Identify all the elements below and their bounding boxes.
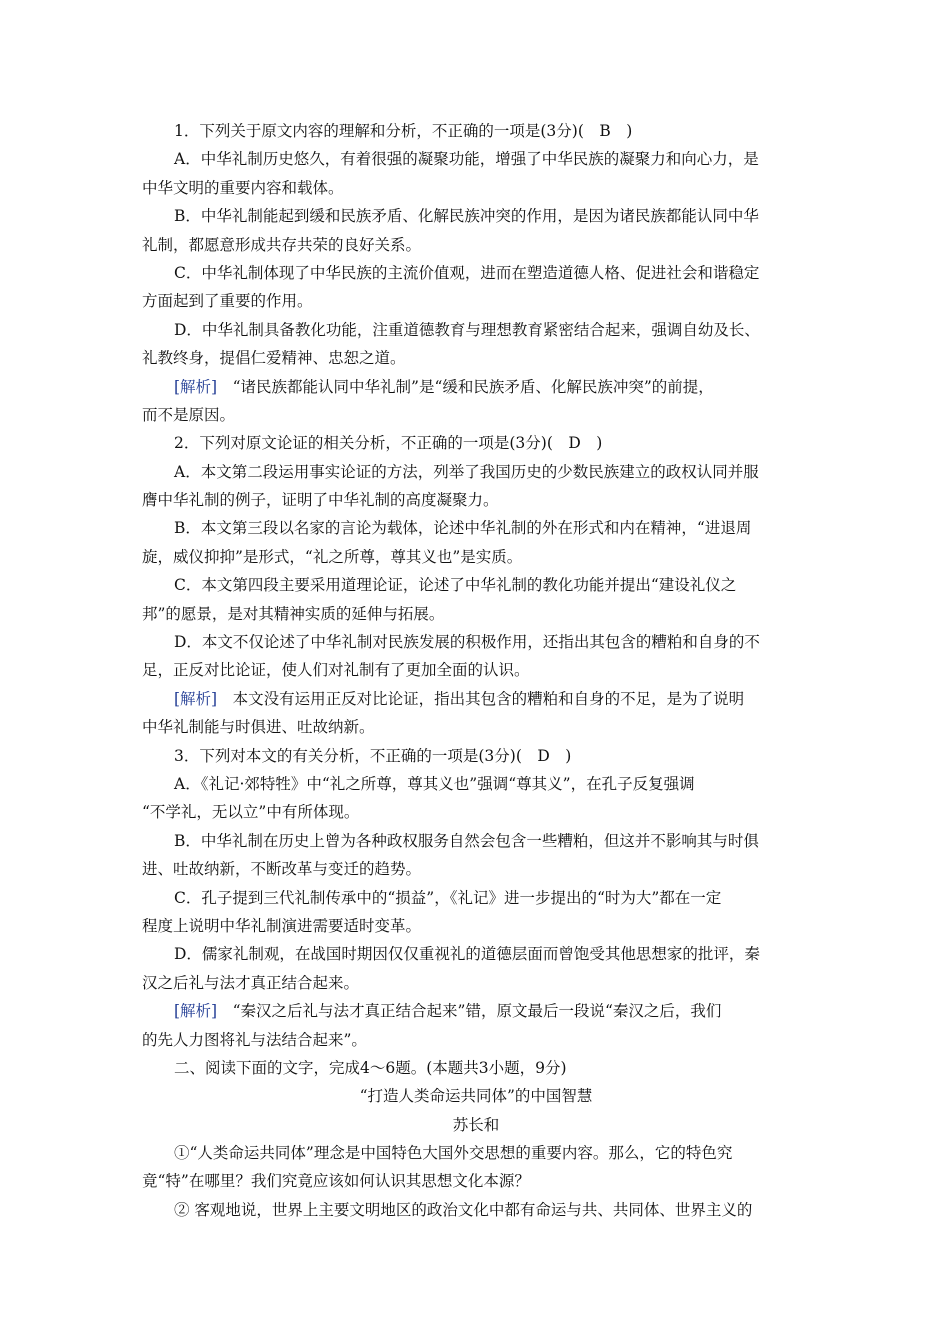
q3-option-b: B．中华礼制在历史上曾为各种政权服务自然会包含一些糟粕，但这并不影响其与时俱 [174,831,759,850]
q2-option-c: C．本文第四段主要采用道理论证，论述了中华礼制的教化功能并提出“建设礼仪之 [174,576,737,595]
q3-option-a: A．《礼记·郊特牲》中“礼之所尊，尊其义也”强调“尊其义”，在孔子反复强调 [174,774,695,793]
q3-option-a-cont: “不学礼，无以立”中有所体现。 [142,803,360,822]
q2-explanation-text: 本文没有运用正反对比论证，指出其包含的糟粕和自身的不足，是为了说明 [217,689,745,708]
q2-explanation [142,685,810,713]
q2-option-c-cont: 邦”的愿景，是对其精神实质的延伸与拓展。 [142,604,445,623]
q3-explanation-cont: 的先人力图将礼与法结合起来”。 [142,1030,367,1049]
q1-option-c-cont: 方面起到了重要的作用。 [142,292,313,311]
q3-explanation-text: “秦汉之后礼与法才真正结合起来”错，原文最后一段说“秦汉之后，我们 [217,1002,722,1021]
analysis-tag: [解析] [174,377,218,396]
q2-option-a: A．本文第二段运用事实论证的方法，列举了我国历史的少数民族建立的政权认同并服 [174,462,759,481]
q3-option-c-cont: 程度上说明中华礼制演进需要适时变革。 [142,916,422,935]
q2-option-d: D．本文不仅论述了中华礼制对民族发展的积极作用，还指出其包含的糟粕和自身的不 [174,633,760,652]
q1-option-d: D．中华礼制具备教化功能，注重道德教育与理想教育紧密结合起来，强调自幼及长、 [174,320,760,339]
q2-option-b-cont: 旋，威仪抑抑”是形式，“礼之所尊，尊其义也”是实质。 [142,547,523,566]
q1-option-b: B．中华礼制能起到缓和民族矛盾、化解民族冲突的作用，是因为诸民族都能认同中华 [174,207,759,226]
paragraph-2: ② 客观地说，世界上主要文明地区的政治文化中都有命运与共、共同体、世界主义的 [174,1200,753,1219]
q3-option-c: C．孔子提到三代礼制传承中的“损益”，《礼记》进一步提出的“时为大”都在一定 [174,888,722,907]
analysis-tag: [解析] [174,1002,218,1021]
question-1-stem: 1．下列关于原文内容的理解和分析，不正确的一项是(3分)( B ) [174,122,633,140]
q3-option-b-cont: 进、吐故纳新，不断改革与变迁的趋势。 [142,860,422,879]
q3-option-d-cont: 汉之后礼与法才真正结合起来。 [142,973,360,992]
q1-option-c: C．中华礼制体现了中华民族的主流价值观，进而在塑造道德人格、促进社会和谐稳定 [174,263,760,282]
q1-explanation-text: “诸民族都能认同中华礼制”是“缓和民族矛盾、化解民族冲突”的前提， [217,377,714,396]
q1-option-a-cont: 中华文明的重要内容和载体。 [142,178,344,197]
q1-option-d-cont: 礼教终身，提倡仁爱精神、忠恕之道。 [142,349,406,368]
paragraph-1-cont: 竟“特”在哪里？我们究竟应该如何认识其思想文化本源？ [142,1172,530,1191]
q3-option-d: D．儒家礼制观，在战国时期因仅仅重视礼的道德层面而曾饱受其他思想家的批评，秦 [174,945,760,964]
q2-option-a-cont: 膺中华礼制的例子，证明了中华礼制的高度凝聚力。 [142,491,499,510]
analysis-tag: [解析] [174,689,218,708]
q1-explanation-cont: 而不是原因。 [142,405,236,424]
q3-explanation [142,997,810,1025]
question-3-stem: 3．下列对本文的有关分析，不正确的一项是(3分)( D ) [174,746,572,765]
q1-explanation [142,373,810,401]
question-2-stem: 2．下列对原文论证的相关分析，不正确的一项是(3分)( D ) [174,434,603,453]
q2-option-d-cont: 足，正反对比论证，使人们对礼制有了更加全面的认识。 [142,661,530,680]
q1-option-a: A．中华礼制历史悠久，有着很强的凝聚功能，增强了中华民族的凝聚力和向心力，是 [174,150,759,169]
article-title: “打造人类命运共同体”的中国智慧 [359,1087,593,1106]
q2-option-b: B．本文第三段以名家的言论为载体，论述中华礼制的外在形式和内在精神，“进退周 [174,519,752,538]
document-body [142,117,810,1224]
paragraph-1: ①“人类命运共同体”理念是中国特色大国外交思想的重要内容。那么，它的特色究 [174,1144,733,1163]
section-heading: 二、阅读下面的文字，完成4～6题。(本题共3小题，9分) [174,1058,567,1077]
article-author: 苏长和 [452,1115,500,1134]
q1-option-b-cont: 礼制，都愿意形成共存共荣的良好关系。 [142,235,422,254]
q2-explanation-cont: 中华礼制能与时俱进、吐故纳新。 [142,718,375,737]
